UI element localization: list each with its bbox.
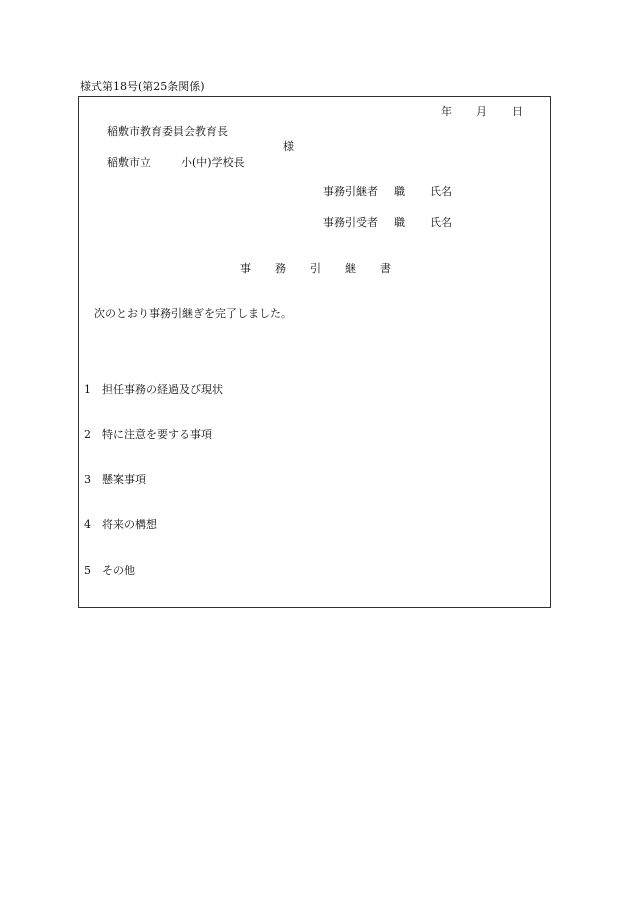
item-number: 2 xyxy=(84,428,91,441)
title-char: 書 xyxy=(380,262,391,275)
date-day-label: 日 xyxy=(512,105,523,118)
item-number: 1 xyxy=(84,383,91,396)
list-item xyxy=(84,429,212,440)
title-char: 継 xyxy=(345,262,356,275)
date-month-label: 月 xyxy=(476,105,487,118)
body-text: 次のとおり事務引継ぎを完了しました。 xyxy=(94,307,292,320)
list-item xyxy=(84,384,223,395)
transferor-post-label: 職 xyxy=(394,185,405,198)
addressee-board-superintendent: 稲敷市教育委員会教育長 xyxy=(107,125,228,138)
item-number: 3 xyxy=(84,473,91,486)
list-item xyxy=(84,474,146,485)
title-char: 事 xyxy=(240,262,251,275)
item-number: 5 xyxy=(84,564,91,577)
transferor-label: 事務引継者 xyxy=(323,185,378,198)
transferee-name-label: 氏名 xyxy=(430,216,452,229)
title-char: 務 xyxy=(275,262,286,275)
addressee-city: 稲敷市立 xyxy=(107,156,151,169)
item-text: 懸案事項 xyxy=(102,473,146,486)
item-number: 4 xyxy=(84,518,91,531)
addressee-honorific: 様 xyxy=(283,140,294,153)
transferee-label: 事務引受者 xyxy=(323,216,378,229)
addressee-school-principal xyxy=(107,157,245,168)
item-text: 担任事務の経過及び現状 xyxy=(102,383,223,396)
list-item xyxy=(84,519,157,530)
form-number: 様式第18号(第25条関係) xyxy=(80,80,205,93)
item-text: その他 xyxy=(102,564,135,577)
transferor-name-label: 氏名 xyxy=(430,185,452,198)
addressee-school: 小(中)学校長 xyxy=(181,156,245,169)
title-char: 引 xyxy=(310,262,321,275)
item-text: 特に注意を要する事項 xyxy=(102,428,212,441)
list-item xyxy=(84,565,135,576)
item-text: 将来の構想 xyxy=(102,518,157,531)
date-year-label: 年 xyxy=(441,105,452,118)
transferee-post-label: 職 xyxy=(394,216,405,229)
form-frame xyxy=(78,96,551,608)
